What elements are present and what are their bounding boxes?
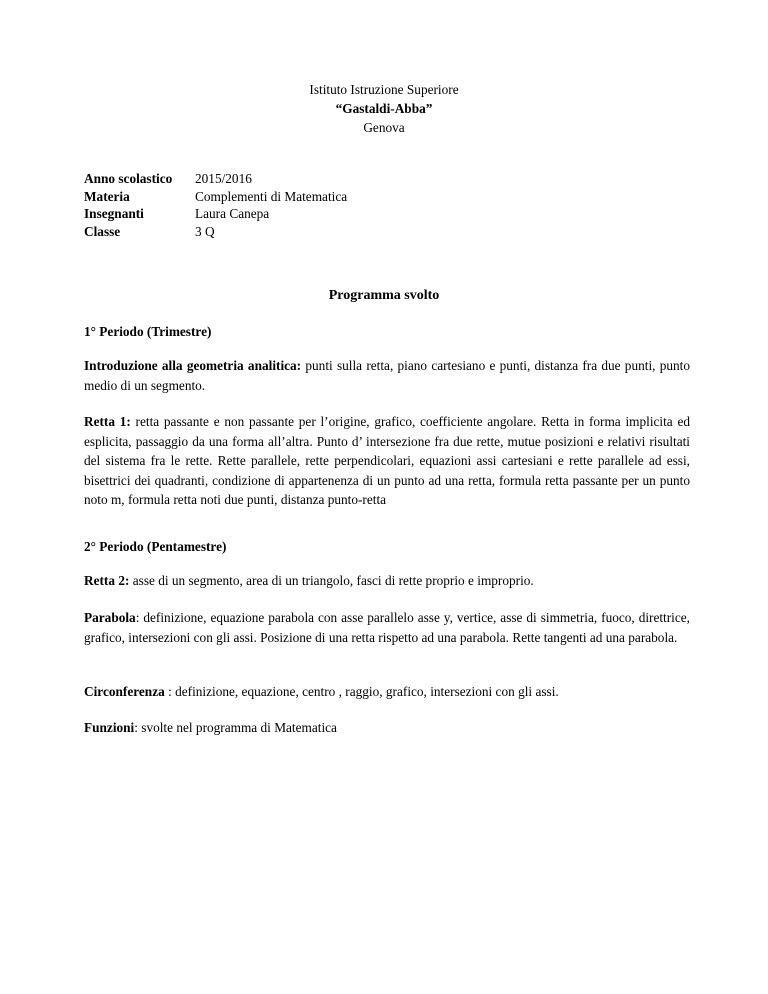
period-2-title-block	[84, 537, 690, 556]
section-retta-1	[84, 412, 690, 510]
section-retta-2	[84, 571, 690, 591]
document-title: Programma svolto	[328, 288, 440, 303]
school-name: “Gastaldi-Abba”	[335, 101, 433, 116]
info-row-subject	[84, 188, 684, 206]
info-label: Classe	[84, 223, 121, 239]
info-value: 2015/2016	[195, 171, 252, 186]
section-lead: Funzioni	[84, 720, 135, 735]
period-1-title: 1° Periodo (Trimestre)	[84, 324, 212, 339]
info-label: Insegnanti	[84, 206, 144, 221]
period-1-title-block	[84, 322, 690, 341]
section-parabola	[84, 608, 690, 647]
school-header	[0, 80, 768, 137]
section-lead: Retta 2:	[84, 573, 130, 588]
school-type: Istituto Istruzione Superiore	[309, 82, 459, 97]
info-row-class	[84, 223, 684, 241]
info-label: Materia	[84, 188, 130, 204]
section-lead: Introduzione alla geometria analitica:	[84, 358, 302, 373]
school-city: Genova	[363, 120, 405, 135]
info-row-year	[84, 170, 684, 188]
info-row-teachers	[84, 205, 684, 223]
section-text: : svolte nel programma di Matematica	[134, 720, 337, 735]
info-label: Anno scolastico	[84, 171, 173, 186]
section-text: asse di un segmento, area di un triangolo, fasci di rette proprio e improprio.	[129, 573, 534, 588]
course-info	[84, 170, 684, 240]
section-text: : definizione, equazione, centro , raggio, grafico, intersezioni con gli assi.	[164, 684, 559, 699]
info-value: Laura Canepa	[195, 206, 270, 221]
info-value: 3 Q	[195, 223, 215, 239]
period-2-title: 2° Periodo (Pentamestre)	[84, 539, 227, 554]
section-text: : definizione, equazione parabola con asse parallelo asse y, vertice, asse di simmetria, fuoco, direttrice, grafico, intersezioni con gli assi. Posizione di una retta rispetto ad una parabola. Rette tangenti ad una parabola.	[84, 610, 690, 645]
section-intro-geometry	[84, 356, 690, 395]
section-text: retta passante e non passante per l’origine, grafico, coefficiente angolare. Retta in forma implicita ed esplicita, passaggio da una forma all’altra. Punto d’ intersezione fra due rette, mutue posizioni e relativi risultati del sistema fra le rette. Rette parallele, rette perpendicolari, equazioni assi cartesiani e rette parallele ad essi, bisettrici dei quadranti, condizione di appartenenza di un punto ad una retta, formula retta passante per un punto noto m, formula retta noti due punti, distanza punto-retta	[84, 414, 690, 507]
section-lead: Circonferenza	[84, 684, 165, 699]
section-text: punti sulla retta, piano cartesiano e punti, distanza fra due punti, punto medio di un segmento.	[84, 358, 691, 393]
section-funzioni	[84, 718, 690, 738]
section-circonferenza	[84, 682, 690, 702]
section-lead: Retta 1:	[84, 414, 131, 429]
section-lead: Parabola	[84, 610, 136, 625]
info-value: Complementi di Matematica	[195, 188, 348, 204]
